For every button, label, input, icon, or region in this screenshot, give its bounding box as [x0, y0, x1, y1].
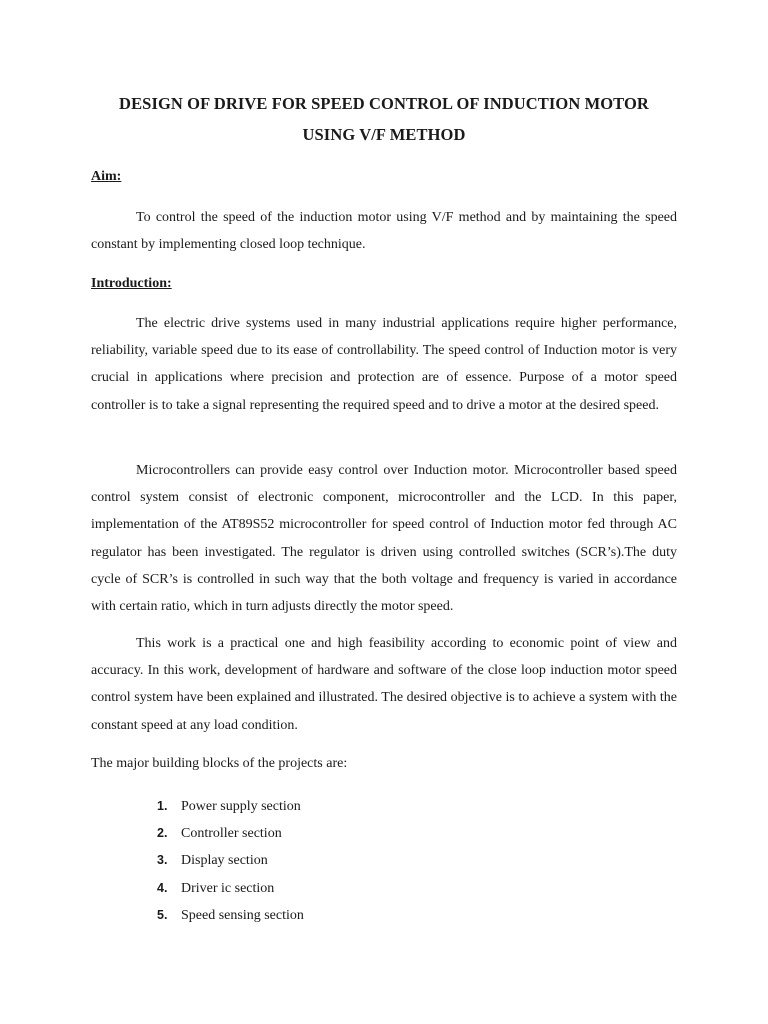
introduction-heading: Introduction: [91, 276, 172, 291]
list-item-number: 1. [157, 799, 168, 813]
list-item-number: 2. [157, 826, 168, 841]
list-item-label: Speed sensing section [181, 907, 304, 923]
list-item-number: 5. [157, 907, 168, 922]
list-item-number: 4. [157, 880, 168, 895]
list-item [157, 847, 304, 874]
aim-heading: Aim: [91, 169, 122, 184]
list-item [157, 875, 304, 902]
intro-paragraph-1: The electric drive systems used in many industrial applications require higher performance, reliability, variable speed due to its ease of controllability. The speed control of Induction motor is very crucial in applications where precision and protection are of essence. Purpose of a motor speed controller is to take a signal representing the required speed and to drive a motor at the desired speed. [91, 316, 677, 413]
list-item [157, 820, 304, 847]
aim-paragraph: To control the speed of the induction motor using V/F method and by maintaining the speed constant by implementing closed loop technique. [91, 210, 677, 253]
list-item-label: Controller section [181, 826, 282, 842]
list-item [157, 902, 304, 929]
building-blocks-list [157, 793, 304, 929]
building-blocks-intro: The major building blocks of the projects are: [91, 756, 348, 771]
list-item-label: Display section [181, 853, 268, 869]
list-item-number: 3. [157, 853, 168, 868]
intro-paragraph-3: This work is a practical one and high feasibility according to economic point of view and accuracy. In this work, development of hardware and software of the close loop induction motor speed control system have been explained and illustrated. The desired objective is to achieve a system with the constant speed at any load condition. [91, 636, 677, 733]
list-item-label: Power supply section [181, 799, 301, 814]
list-item-label: Driver ic section [181, 880, 275, 896]
document-title-line2: USING V/F METHOD [302, 125, 466, 144]
document-title-line1: DESIGN OF DRIVE FOR SPEED CONTROL OF INDUCTION MOTOR [119, 94, 649, 113]
list-item [157, 793, 304, 820]
intro-paragraph-2: Microcontrollers can provide easy control over Induction motor. Microcontroller based speed control system consist of electronic component, microcontroller and the LCD. In this paper, implementation of the AT89S52 microcontroller for speed control of Induction motor fed through AC regulator has been investigated. The regulator is driven using controlled switches (SCR’s).The duty cycle of SCR’s is controlled in such way that the both voltage and frequency is varied in accordance with certain ratio, which in turn adjusts directly the motor speed. [91, 463, 677, 615]
